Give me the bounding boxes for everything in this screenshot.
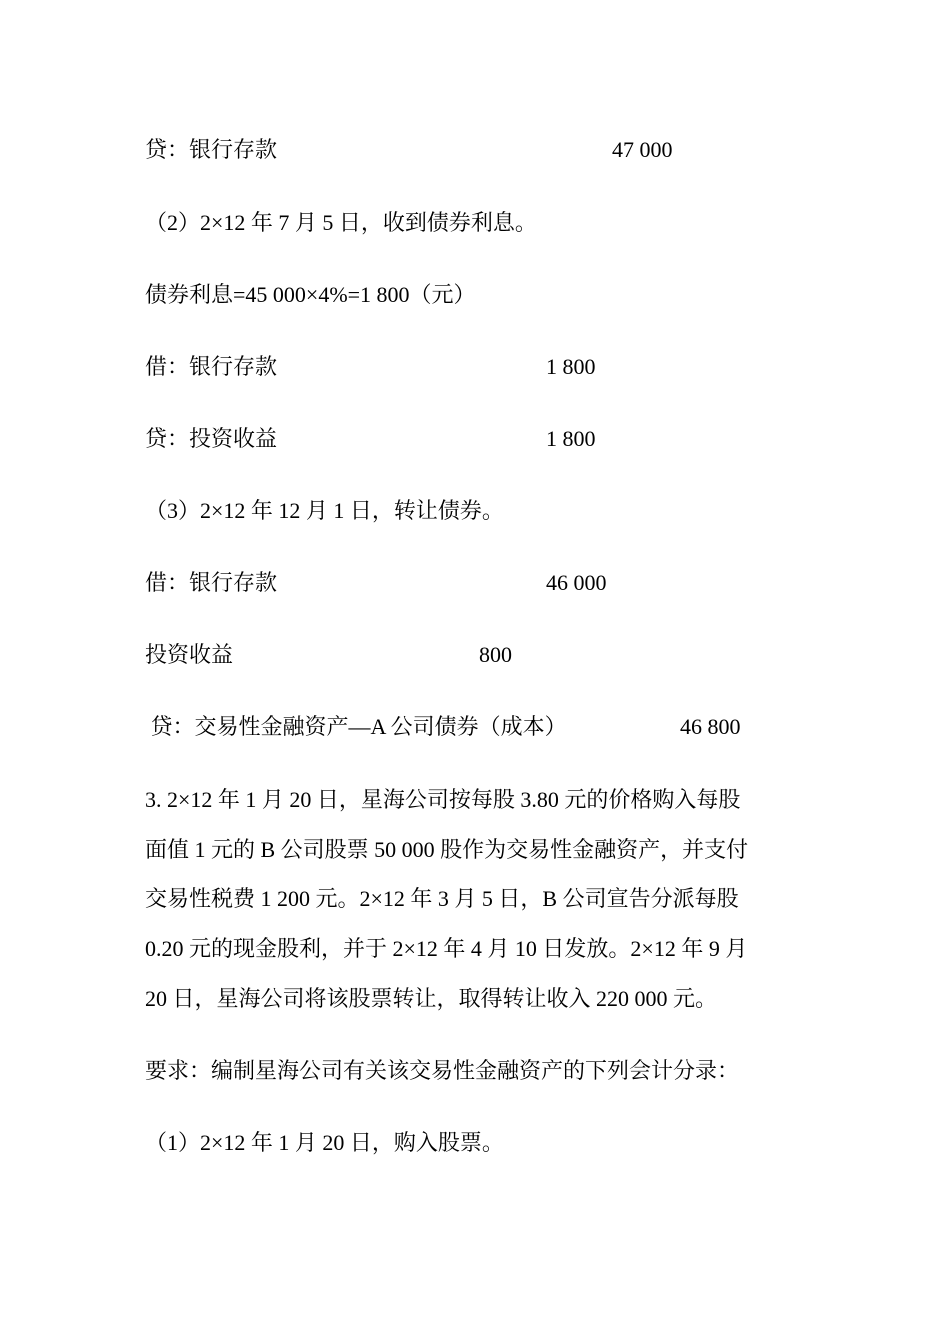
- interest-formula: 债券利息=45 000×4%=1 800（元）: [145, 282, 476, 307]
- entry-amount: 47 000: [612, 137, 673, 162]
- entry-amount: 46 000: [546, 570, 607, 595]
- entry-amount: 1 800: [546, 426, 596, 451]
- entry-credit-investment-income: 贷：投资收益: [145, 426, 278, 451]
- problem-3-line: 0.20 元的现金股利，并于 2×12 年 4 月 10 日发放。2×12 年 9 月: [145, 936, 748, 961]
- requirement-text: 要求：编制星海公司有关该交易性金融资产的下列会计分录：: [145, 1058, 740, 1083]
- problem-3-line: 交易性税费 1 200 元。2×12 年 3 月 5 日，B 公司宣告分派每股: [145, 886, 739, 911]
- entry-credit-trading-asset: 贷：交易性金融资产—A 公司债券（成本）: [145, 714, 567, 739]
- entry-amount: 800: [479, 642, 512, 667]
- entry-debit-investment-income: 投资收益: [145, 642, 234, 667]
- problem-3-line: 3. 2×12 年 1 月 20 日，星海公司按每股 3.80 元的价格购入每股: [145, 787, 741, 812]
- entry-amount: 1 800: [546, 354, 596, 379]
- step-heading-transfer: （3）2×12 年 12 月 1 日，转让债券。: [145, 498, 504, 523]
- entry-debit-bank-deposit: 借：银行存款: [145, 570, 278, 595]
- entry-amount: 46 800: [680, 714, 741, 739]
- step-heading-interest: （2）2×12 年 7 月 5 日，收到债券利息。: [145, 210, 537, 235]
- sub-question-1: （1）2×12 年 1 月 20 日，购入股票。: [145, 1130, 504, 1155]
- problem-3-line: 面值 1 元的 B 公司股票 50 000 股作为交易性金融资产，并支付: [145, 837, 749, 862]
- entry-debit-bank-deposit: 借：银行存款: [145, 354, 278, 379]
- entry-credit-bank-deposit: 贷：银行存款: [145, 137, 278, 162]
- problem-3-line: 20 日，星海公司将该股票转让，取得转让收入 220 000 元。: [145, 986, 718, 1011]
